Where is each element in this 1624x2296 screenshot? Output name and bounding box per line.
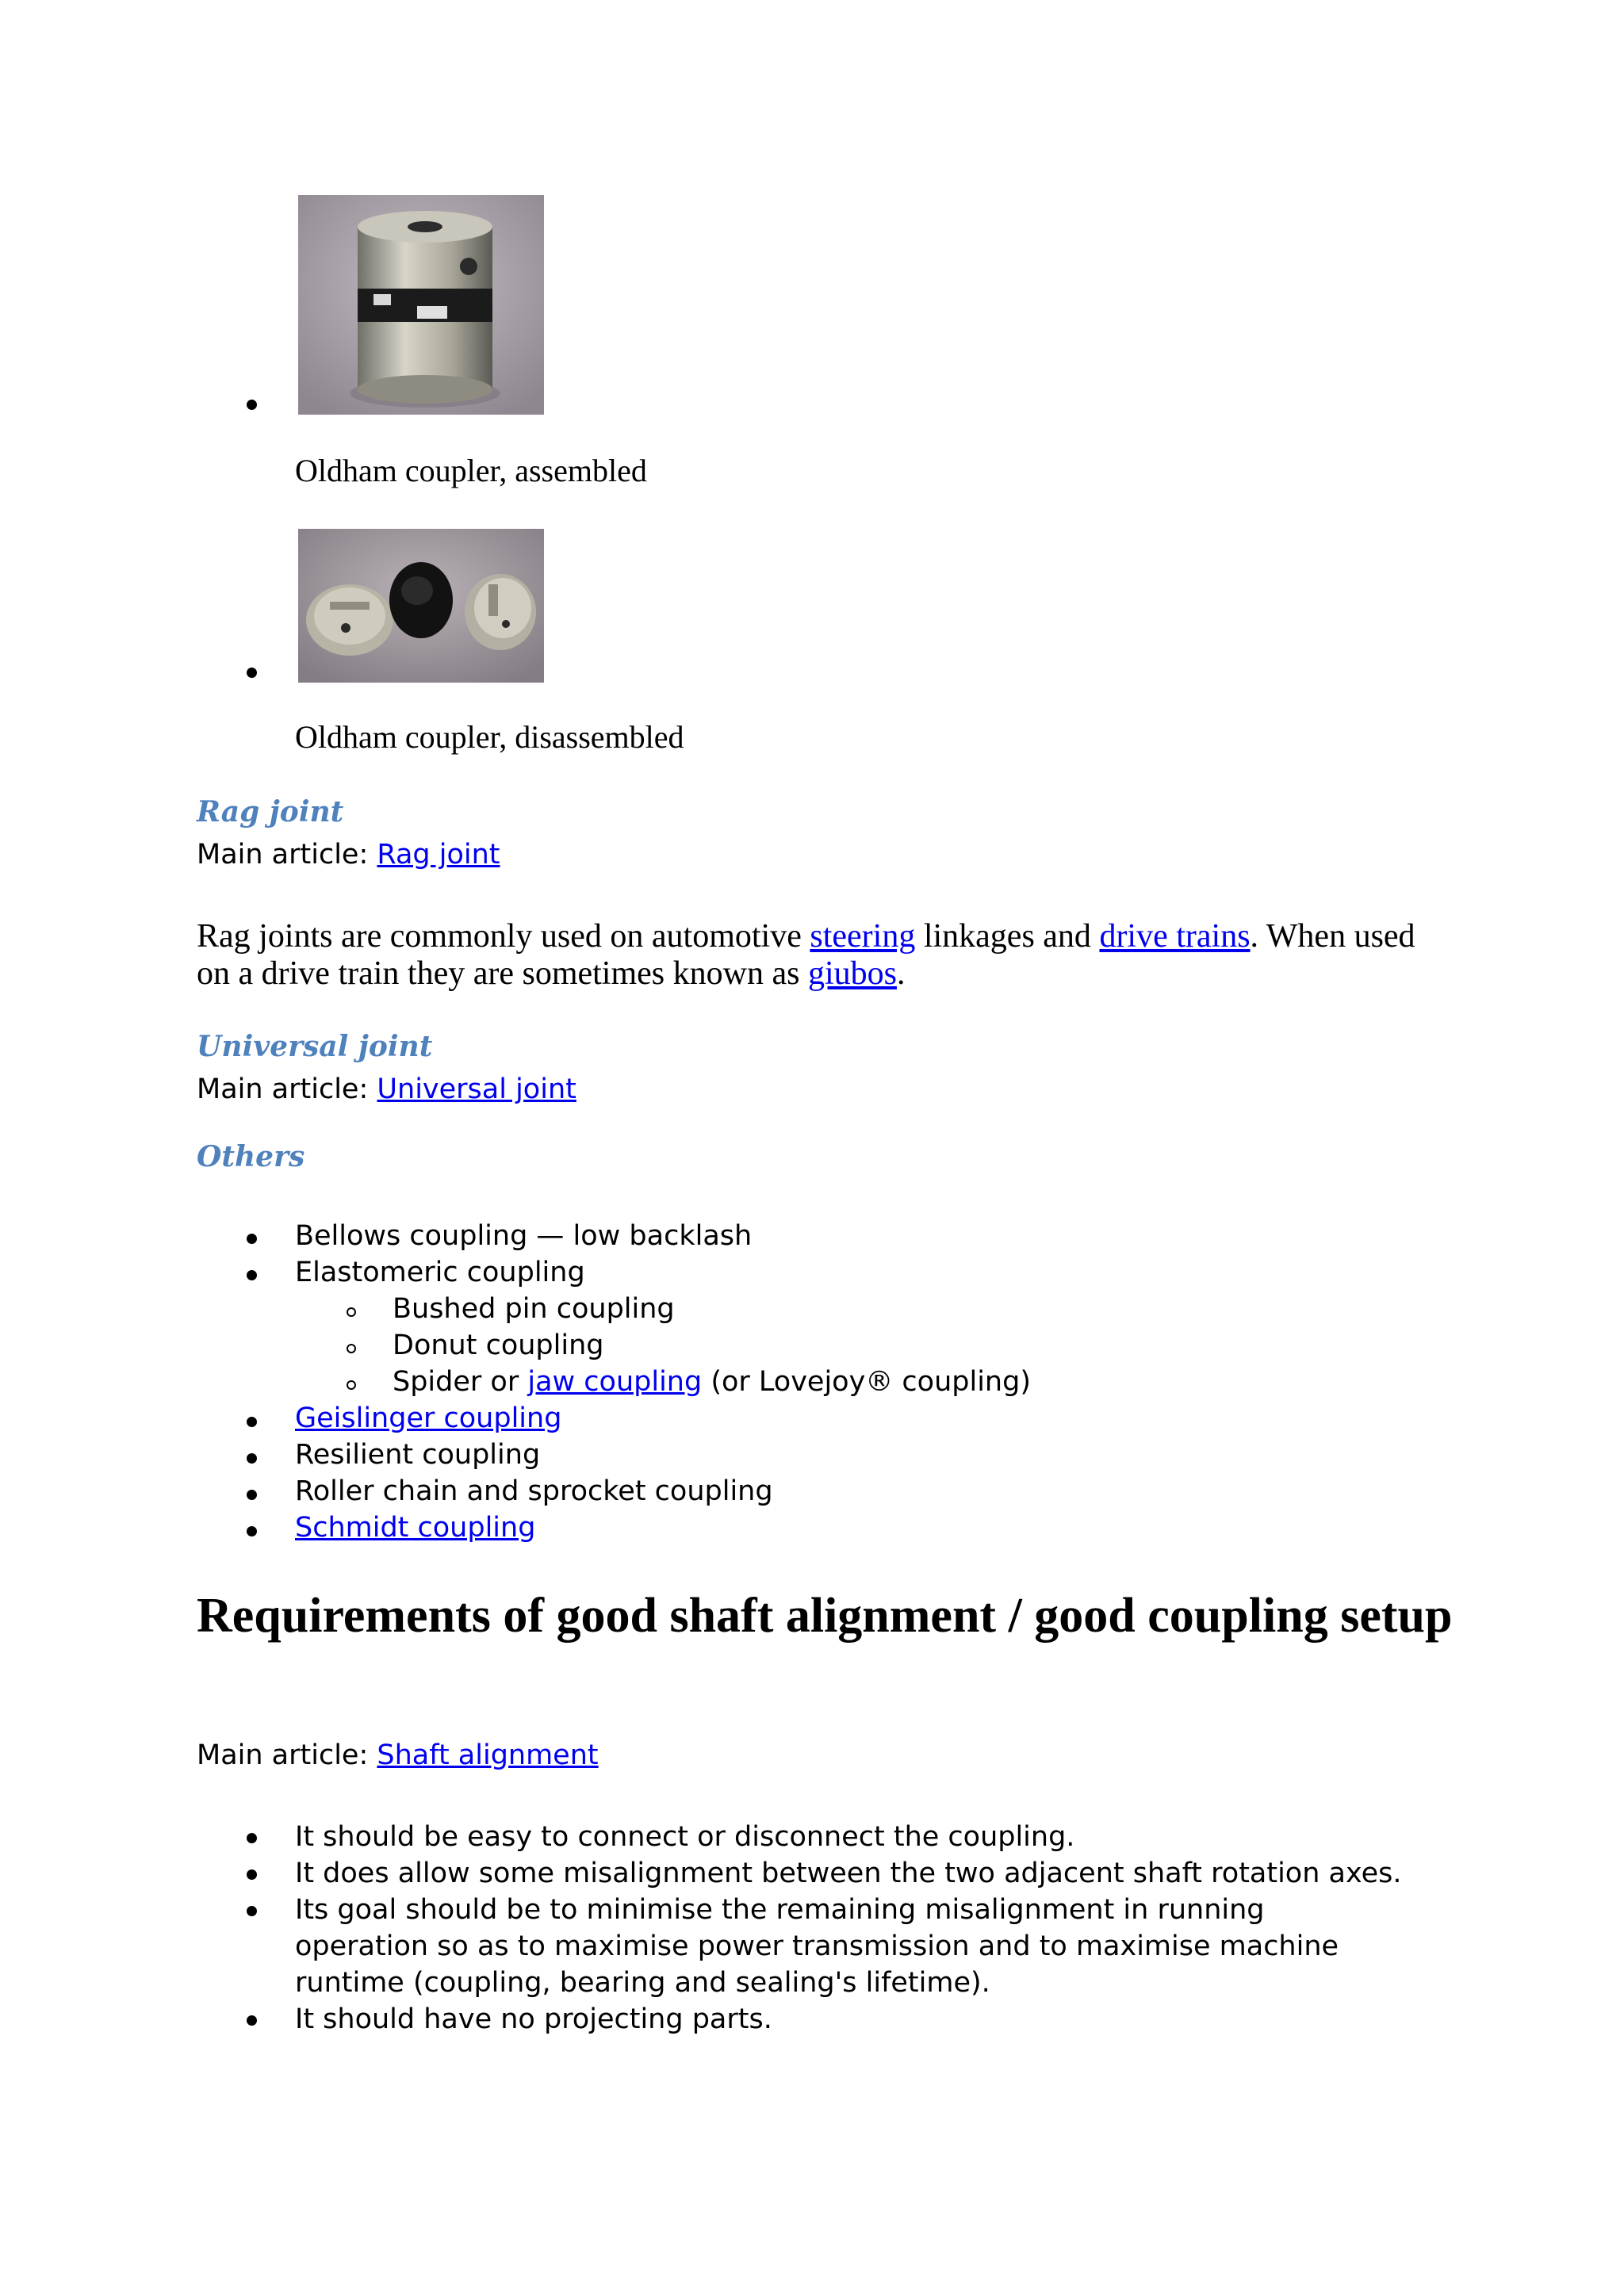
drive-trains-link[interactable]: drive trains	[1099, 918, 1251, 955]
list-bullet	[247, 1234, 257, 1244]
list-item: Roller chain and sprocket coupling	[295, 1475, 773, 1507]
oldham-disassembled-illustration	[298, 529, 544, 683]
requirements-heading: Requirements of good shaft alignment / good coupling setup	[197, 1589, 1453, 1643]
list-bullet	[247, 1453, 257, 1464]
requirement-item: Its goal should be to minimise the remaining misalignment in running operation so as to maximise power transmission and to maximise machine runtime (coupling, bearing and sealing's lifetime).	[295, 1894, 1339, 1999]
rag-joint-main-article	[197, 839, 500, 871]
rag-joint-text: linkages and	[915, 918, 1100, 955]
others-heading: Others	[197, 1140, 305, 1173]
geislinger-coupling-link[interactable]: Geislinger coupling	[295, 1402, 562, 1434]
spider-text: Spider or	[393, 1366, 528, 1398]
sublist-bullet	[347, 1380, 356, 1390]
list-bullet	[247, 1833, 257, 1843]
main-article-prefix: Main article:	[197, 839, 377, 871]
schmidt-coupling-link[interactable]: Schmidt coupling	[295, 1512, 536, 1544]
rag-joint-text: Rag joints are commonly used on automotive	[197, 918, 810, 955]
giubos-link[interactable]: giubos	[807, 955, 897, 992]
list-bullet	[247, 1417, 257, 1427]
sublist-item	[393, 1366, 1031, 1398]
gallery-bullet	[247, 668, 257, 678]
rag-joint-heading: Rag joint	[197, 795, 344, 828]
oldham-disassembled-photo[interactable]	[298, 529, 544, 683]
sublist-bullet	[347, 1307, 356, 1317]
list-bullet	[247, 1270, 257, 1280]
gallery-bullet	[247, 400, 257, 410]
spider-text: (or Lovejoy® coupling)	[702, 1366, 1031, 1398]
universal-joint-link[interactable]: Universal joint	[377, 1073, 576, 1105]
rag-joint-text: . When used on a drive train they are sometimes known as	[197, 918, 1415, 992]
oldham-assembled-illustration	[298, 195, 544, 415]
list-item: Resilient coupling	[295, 1439, 541, 1471]
list-bullet	[247, 1869, 257, 1880]
main-article-prefix: Main article:	[197, 1739, 377, 1771]
sublist-item: Donut coupling	[393, 1330, 604, 1361]
rag-joint-text: .	[896, 955, 906, 992]
steering-link[interactable]: steering	[810, 918, 916, 955]
universal-joint-main-article	[197, 1073, 576, 1105]
universal-joint-heading: Universal joint	[197, 1030, 433, 1063]
rag-joint-paragraph	[197, 918, 1434, 993]
requirement-item: It does allow some misalignment between the two adjacent shaft rotation axes.	[295, 1858, 1402, 1889]
rag-joint-link[interactable]: Rag joint	[377, 839, 500, 871]
sublist-item: Bushed pin coupling	[393, 1293, 675, 1325]
list-item: Elastomeric coupling	[295, 1257, 585, 1288]
list-item: Bellows coupling — low backlash	[295, 1220, 753, 1252]
sublist-bullet	[347, 1344, 356, 1353]
list-bullet	[247, 2015, 257, 2026]
gallery-caption: Oldham coupler, disassembled	[295, 719, 684, 755]
shaft-alignment-link[interactable]: Shaft alignment	[377, 1739, 599, 1771]
shaft-alignment-main-article	[197, 1739, 599, 1771]
list-bullet	[247, 1906, 257, 1916]
main-article-prefix: Main article:	[197, 1073, 377, 1105]
oldham-assembled-photo[interactable]	[298, 195, 544, 415]
requirement-item: It should be easy to connect or disconnect the coupling.	[295, 1821, 1075, 1853]
gallery-caption: Oldham coupler, assembled	[295, 453, 647, 488]
jaw-coupling-link[interactable]: jaw coupling	[527, 1366, 703, 1398]
list-bullet	[247, 1490, 257, 1500]
requirement-item: It should have no projecting parts.	[295, 2003, 772, 2035]
list-bullet	[247, 1526, 257, 1536]
